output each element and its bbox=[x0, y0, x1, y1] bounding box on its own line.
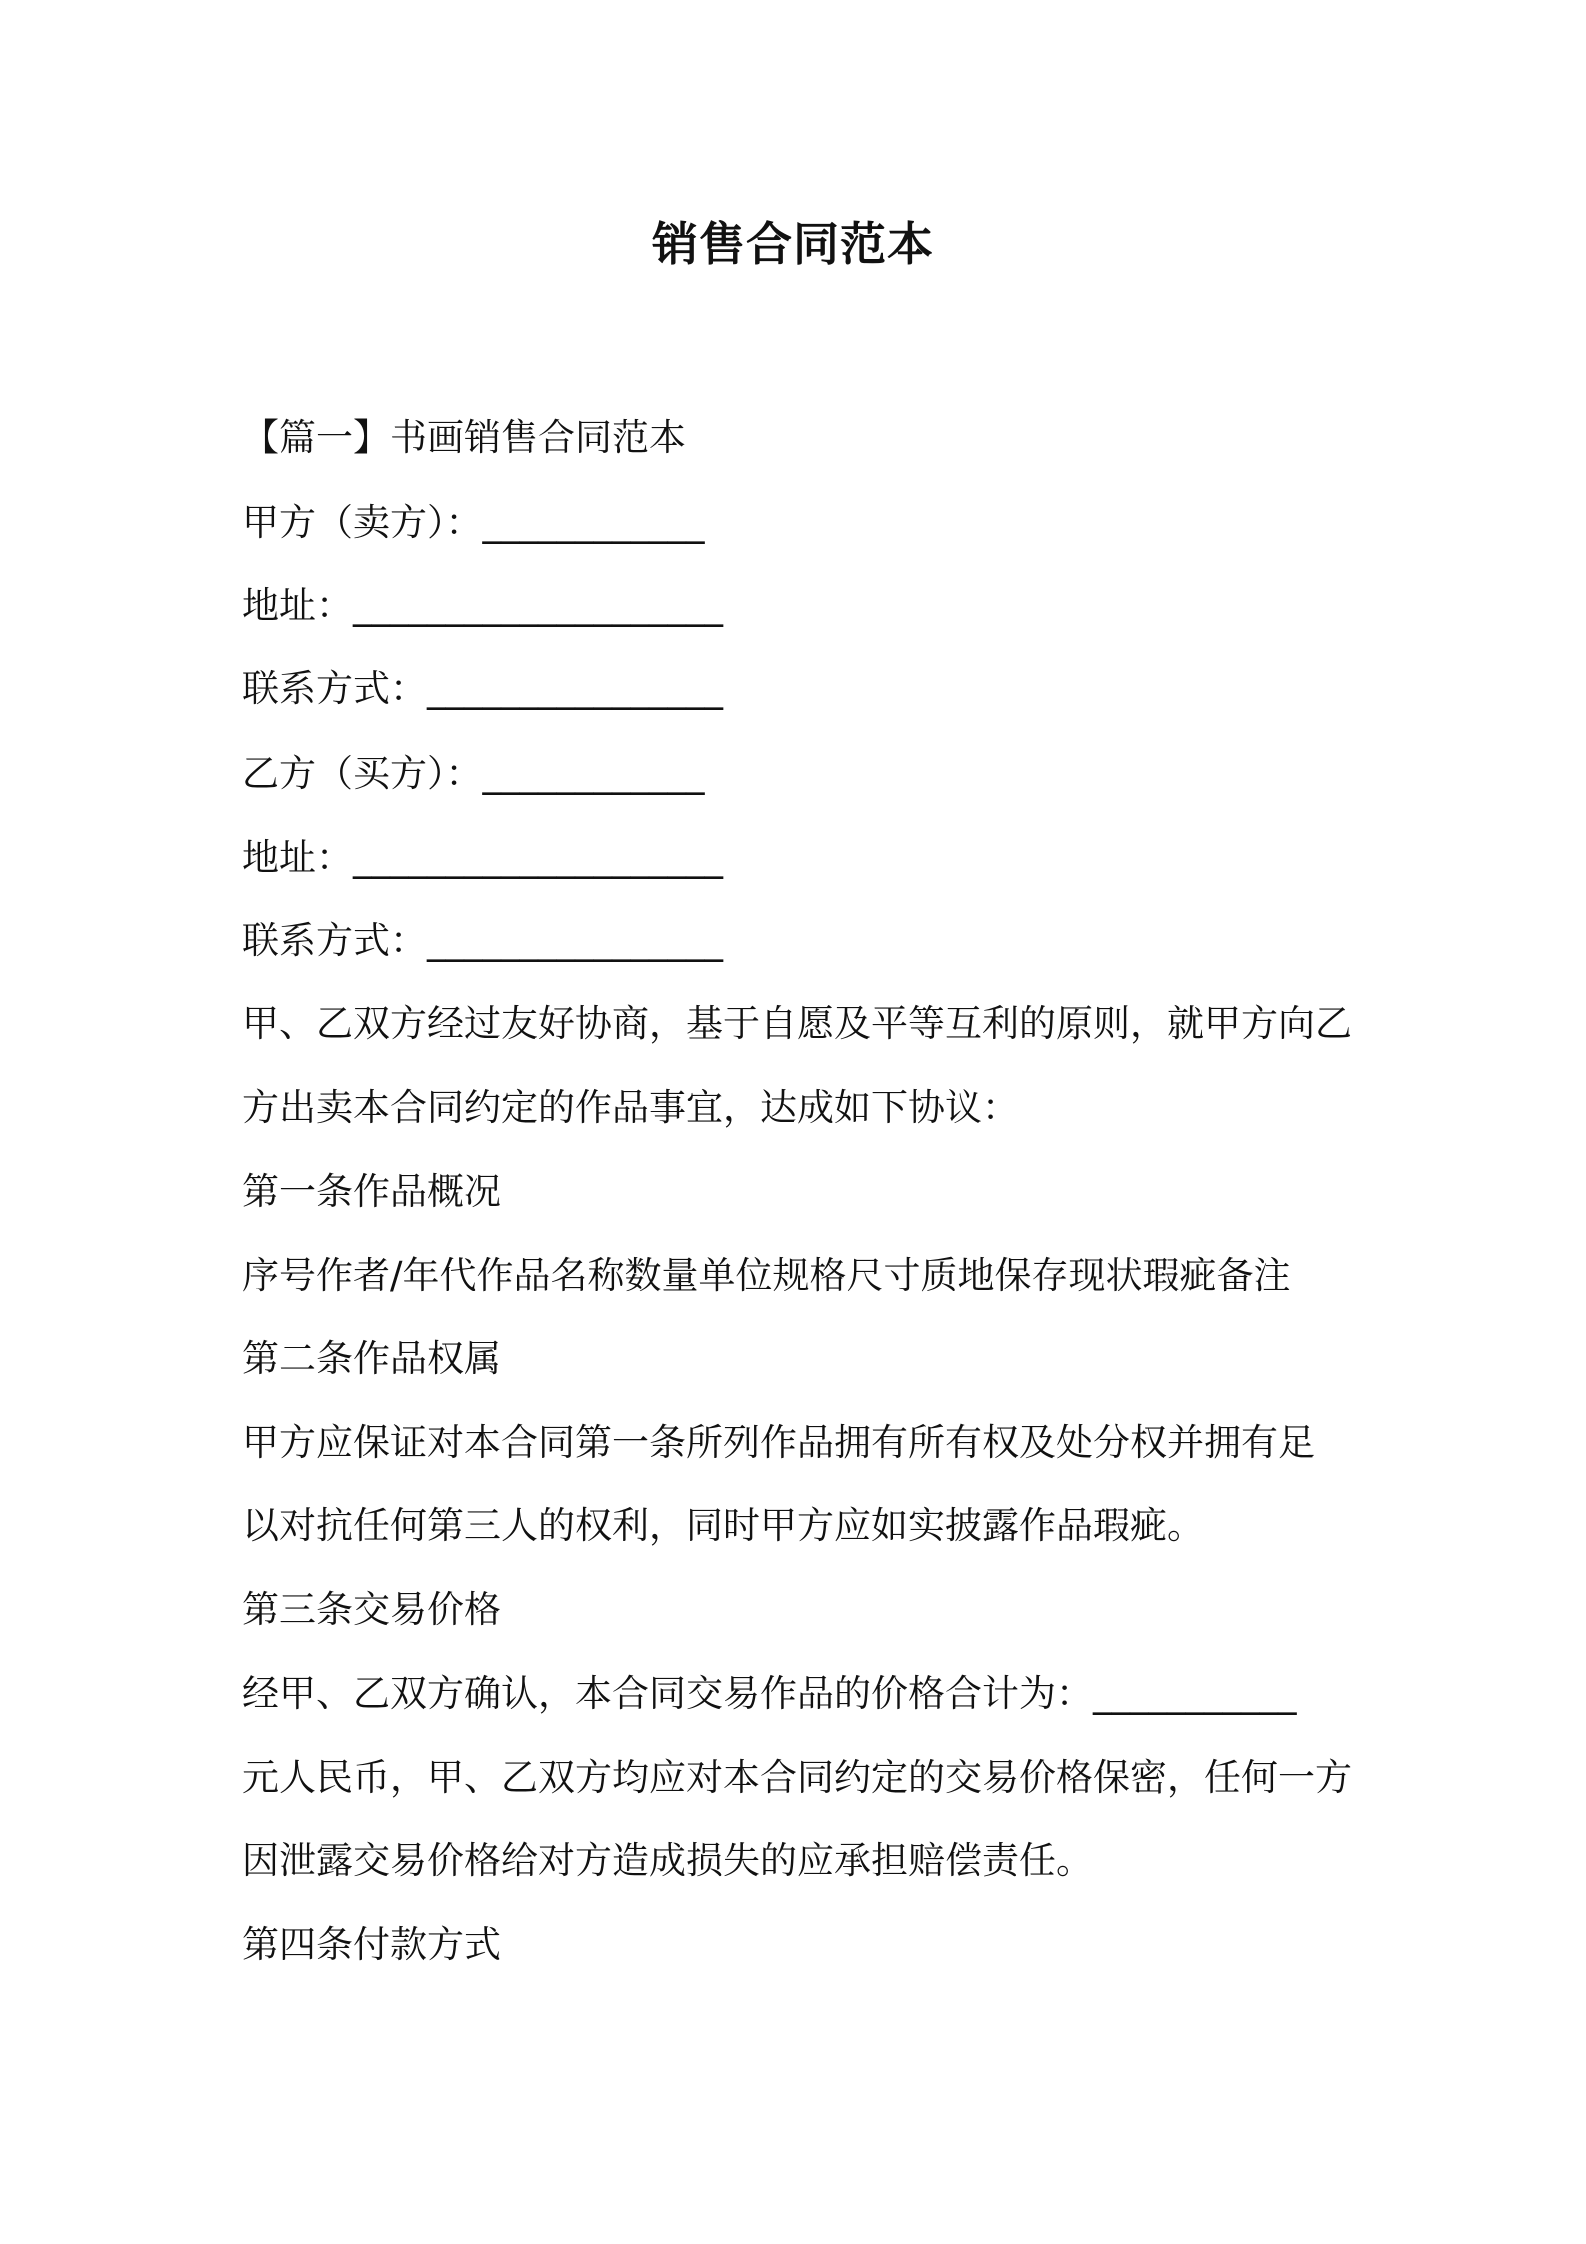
article-3-line-2: 元人民币，甲、乙双方均应对本合同约定的交易价格保密，任何一方 bbox=[242, 1756, 1352, 1799]
party-b-field: 乙方（买方）：____________ bbox=[242, 752, 705, 795]
article-2-line-1: 甲方应保证对本合同第一条所列作品拥有所有权及处分权并拥有足 bbox=[242, 1421, 1315, 1464]
party-b-address-field: 地址：____________________ bbox=[242, 836, 723, 879]
page-title: 销售合同范本 bbox=[652, 217, 934, 271]
party-b-contact-field: 联系方式：________________ bbox=[242, 919, 723, 962]
article-1-columns: 序号作者/年代作品名称数量单位规格尺寸质地保存现状瑕疵备注 bbox=[242, 1254, 1291, 1297]
party-a-address-field: 地址：____________________ bbox=[242, 584, 723, 627]
party-a-field: 甲方（卖方）：____________ bbox=[242, 501, 705, 544]
article-4-heading: 第四条付款方式 bbox=[242, 1923, 501, 1966]
preamble-line-1: 甲、乙双方经过友好协商，基于自愿及平等互利的原则，就甲方向乙 bbox=[242, 1002, 1352, 1045]
article-1-heading: 第一条作品概况 bbox=[242, 1170, 501, 1213]
article-3-line-1: 经甲、乙双方确认，本合同交易作品的价格合计为：___________ bbox=[242, 1672, 1297, 1715]
article-2-heading: 第二条作品权属 bbox=[242, 1337, 501, 1380]
article-3-heading: 第三条交易价格 bbox=[242, 1588, 501, 1631]
article-3-line-3: 因泄露交易价格给对方造成损失的应承担赔偿责任。 bbox=[242, 1839, 1093, 1882]
article-2-line-2: 以对抗任何第三人的权利，同时甲方应如实披露作品瑕疵。 bbox=[242, 1504, 1204, 1547]
preamble-line-2: 方出卖本合同约定的作品事宜，达成如下协议： bbox=[242, 1086, 1019, 1129]
section-title: 【篇一】书画销售合同范本 bbox=[242, 416, 686, 459]
party-a-contact-field: 联系方式：________________ bbox=[242, 667, 723, 710]
